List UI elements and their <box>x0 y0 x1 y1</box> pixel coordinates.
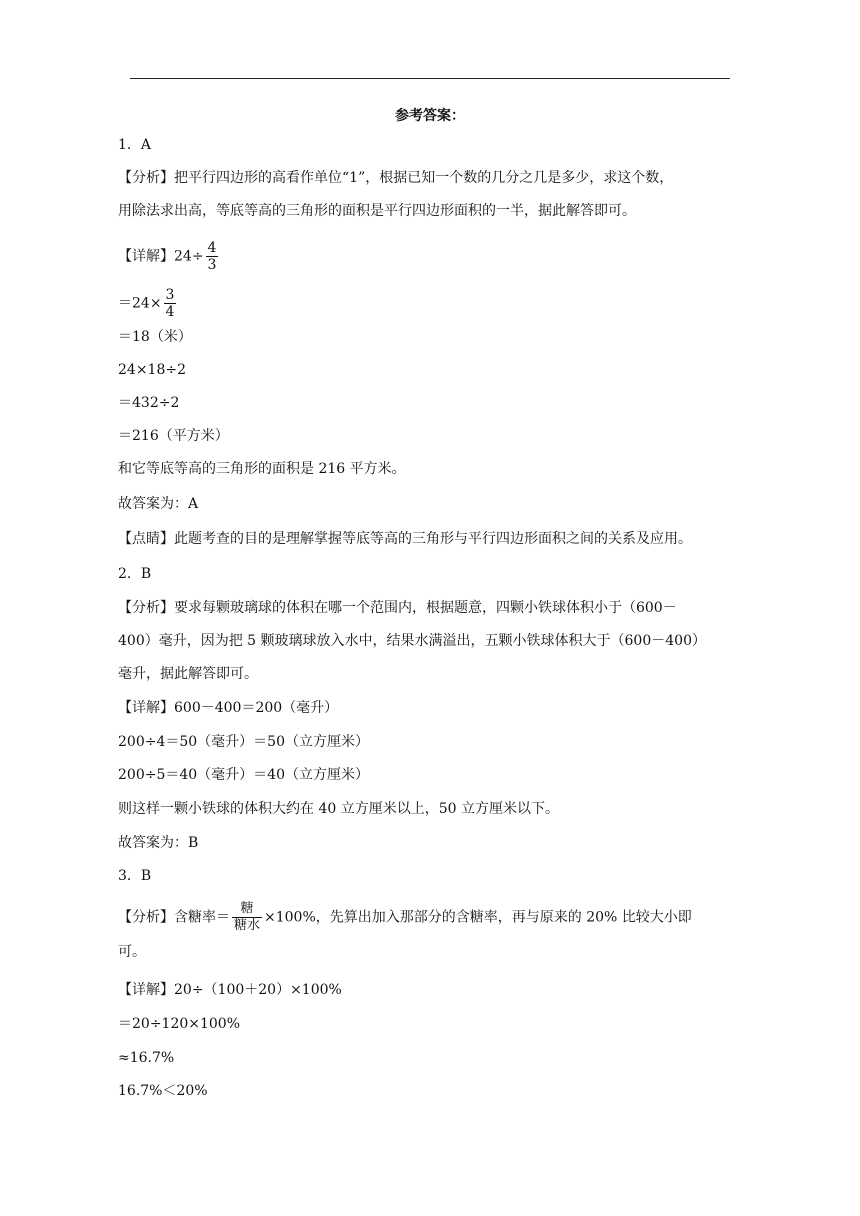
q3-analysis-suffix: ×100%，先算出加入那部分的含糖率，再与原来的 20% 比较大小即 <box>264 909 692 926</box>
q2-detail-line3: 200÷5＝40（毫升）＝40（立方厘米） <box>118 767 369 783</box>
q3-detail-line3: ≈16.7% <box>118 1050 175 1066</box>
fraction-denominator: 3 <box>207 257 217 273</box>
q3-analysis-line2: 可。 <box>118 944 146 960</box>
q1-number: 1．A <box>118 137 152 153</box>
q2-number: 2．B <box>118 566 152 582</box>
fraction-numerator: 糖 <box>232 901 262 918</box>
fraction-numerator: 4 <box>207 240 217 256</box>
q1-detail-prefix: 【详解】24÷ <box>118 248 204 265</box>
q2-detail-line2: 200÷4＝50（毫升）＝50（立方厘米） <box>118 734 369 750</box>
q1-detail-line2 <box>118 287 178 320</box>
q3-analysis-line1 <box>118 901 692 934</box>
q1-detail-prefix: ＝24× <box>118 295 162 312</box>
q3-detail-line1: 【详解】20÷（100＋20）×100% <box>118 982 342 998</box>
q1-detail-line3: ＝18（米） <box>118 329 192 345</box>
q2-analysis-line1: 【分析】要求每颗玻璃球的体积在哪一个范围内，根据题意，四颗小铁球体积小于（600－ <box>118 600 677 616</box>
q1-answer: 故答案为：A <box>118 496 199 512</box>
q3-sugar-rate-fraction <box>232 901 262 934</box>
q1-fraction-3-4 <box>164 287 177 320</box>
q3-detail-line2: ＝20÷120×100% <box>118 1016 241 1032</box>
q1-detail-line5: ＝432÷2 <box>118 395 180 411</box>
fraction-denominator: 4 <box>165 304 175 320</box>
q2-detail-line4: 则这样一颗小铁球的体积大约在 40 立方厘米以上，50 立方厘米以下。 <box>118 801 559 817</box>
q1-analysis-line1: 【分析】把平行四边形的高看作单位“1”，根据已知一个数的几分之几是多少，求这个数， <box>118 170 674 186</box>
q3-analysis-prefix: 【分析】含糖率＝ <box>118 909 230 926</box>
q1-detail-line7: 和它等底等高的三角形的面积是 216 平方米。 <box>118 461 406 477</box>
q2-detail-line1: 【详解】600－400＝200（毫升） <box>118 700 339 716</box>
q1-fraction-4-3 <box>206 240 219 273</box>
q1-analysis-line2: 用除法求出高，等底等高的三角形的面积是平行四边形面积的一半，据此解答即可。 <box>118 203 636 219</box>
q2-analysis-line2: 400）毫升，因为把 5 颗玻璃球放入水中，结果水满溢出，五颗小铁球体积大于（600－400） <box>118 633 706 649</box>
q1-detail-line6: ＝216（平方米） <box>118 428 229 444</box>
fraction-numerator: 3 <box>165 287 175 303</box>
q3-detail-line4: 16.7%＜20% <box>118 1083 208 1099</box>
page-title: 参考答案： <box>395 108 465 124</box>
q1-detail-line4: 24×18÷2 <box>118 362 186 378</box>
q2-analysis-line3: 毫升，据此解答即可。 <box>118 666 258 682</box>
header-rule <box>130 78 730 79</box>
q2-answer: 故答案为：B <box>118 835 199 851</box>
q1-comment: 【点睛】此题考查的目的是理解掌握等底等高的三角形与平行四边形面积之间的关系及应用。 <box>118 531 692 547</box>
q3-number: 3．B <box>118 868 152 884</box>
fraction-denominator: 糖水 <box>234 918 261 933</box>
q1-detail-line1 <box>118 240 220 273</box>
